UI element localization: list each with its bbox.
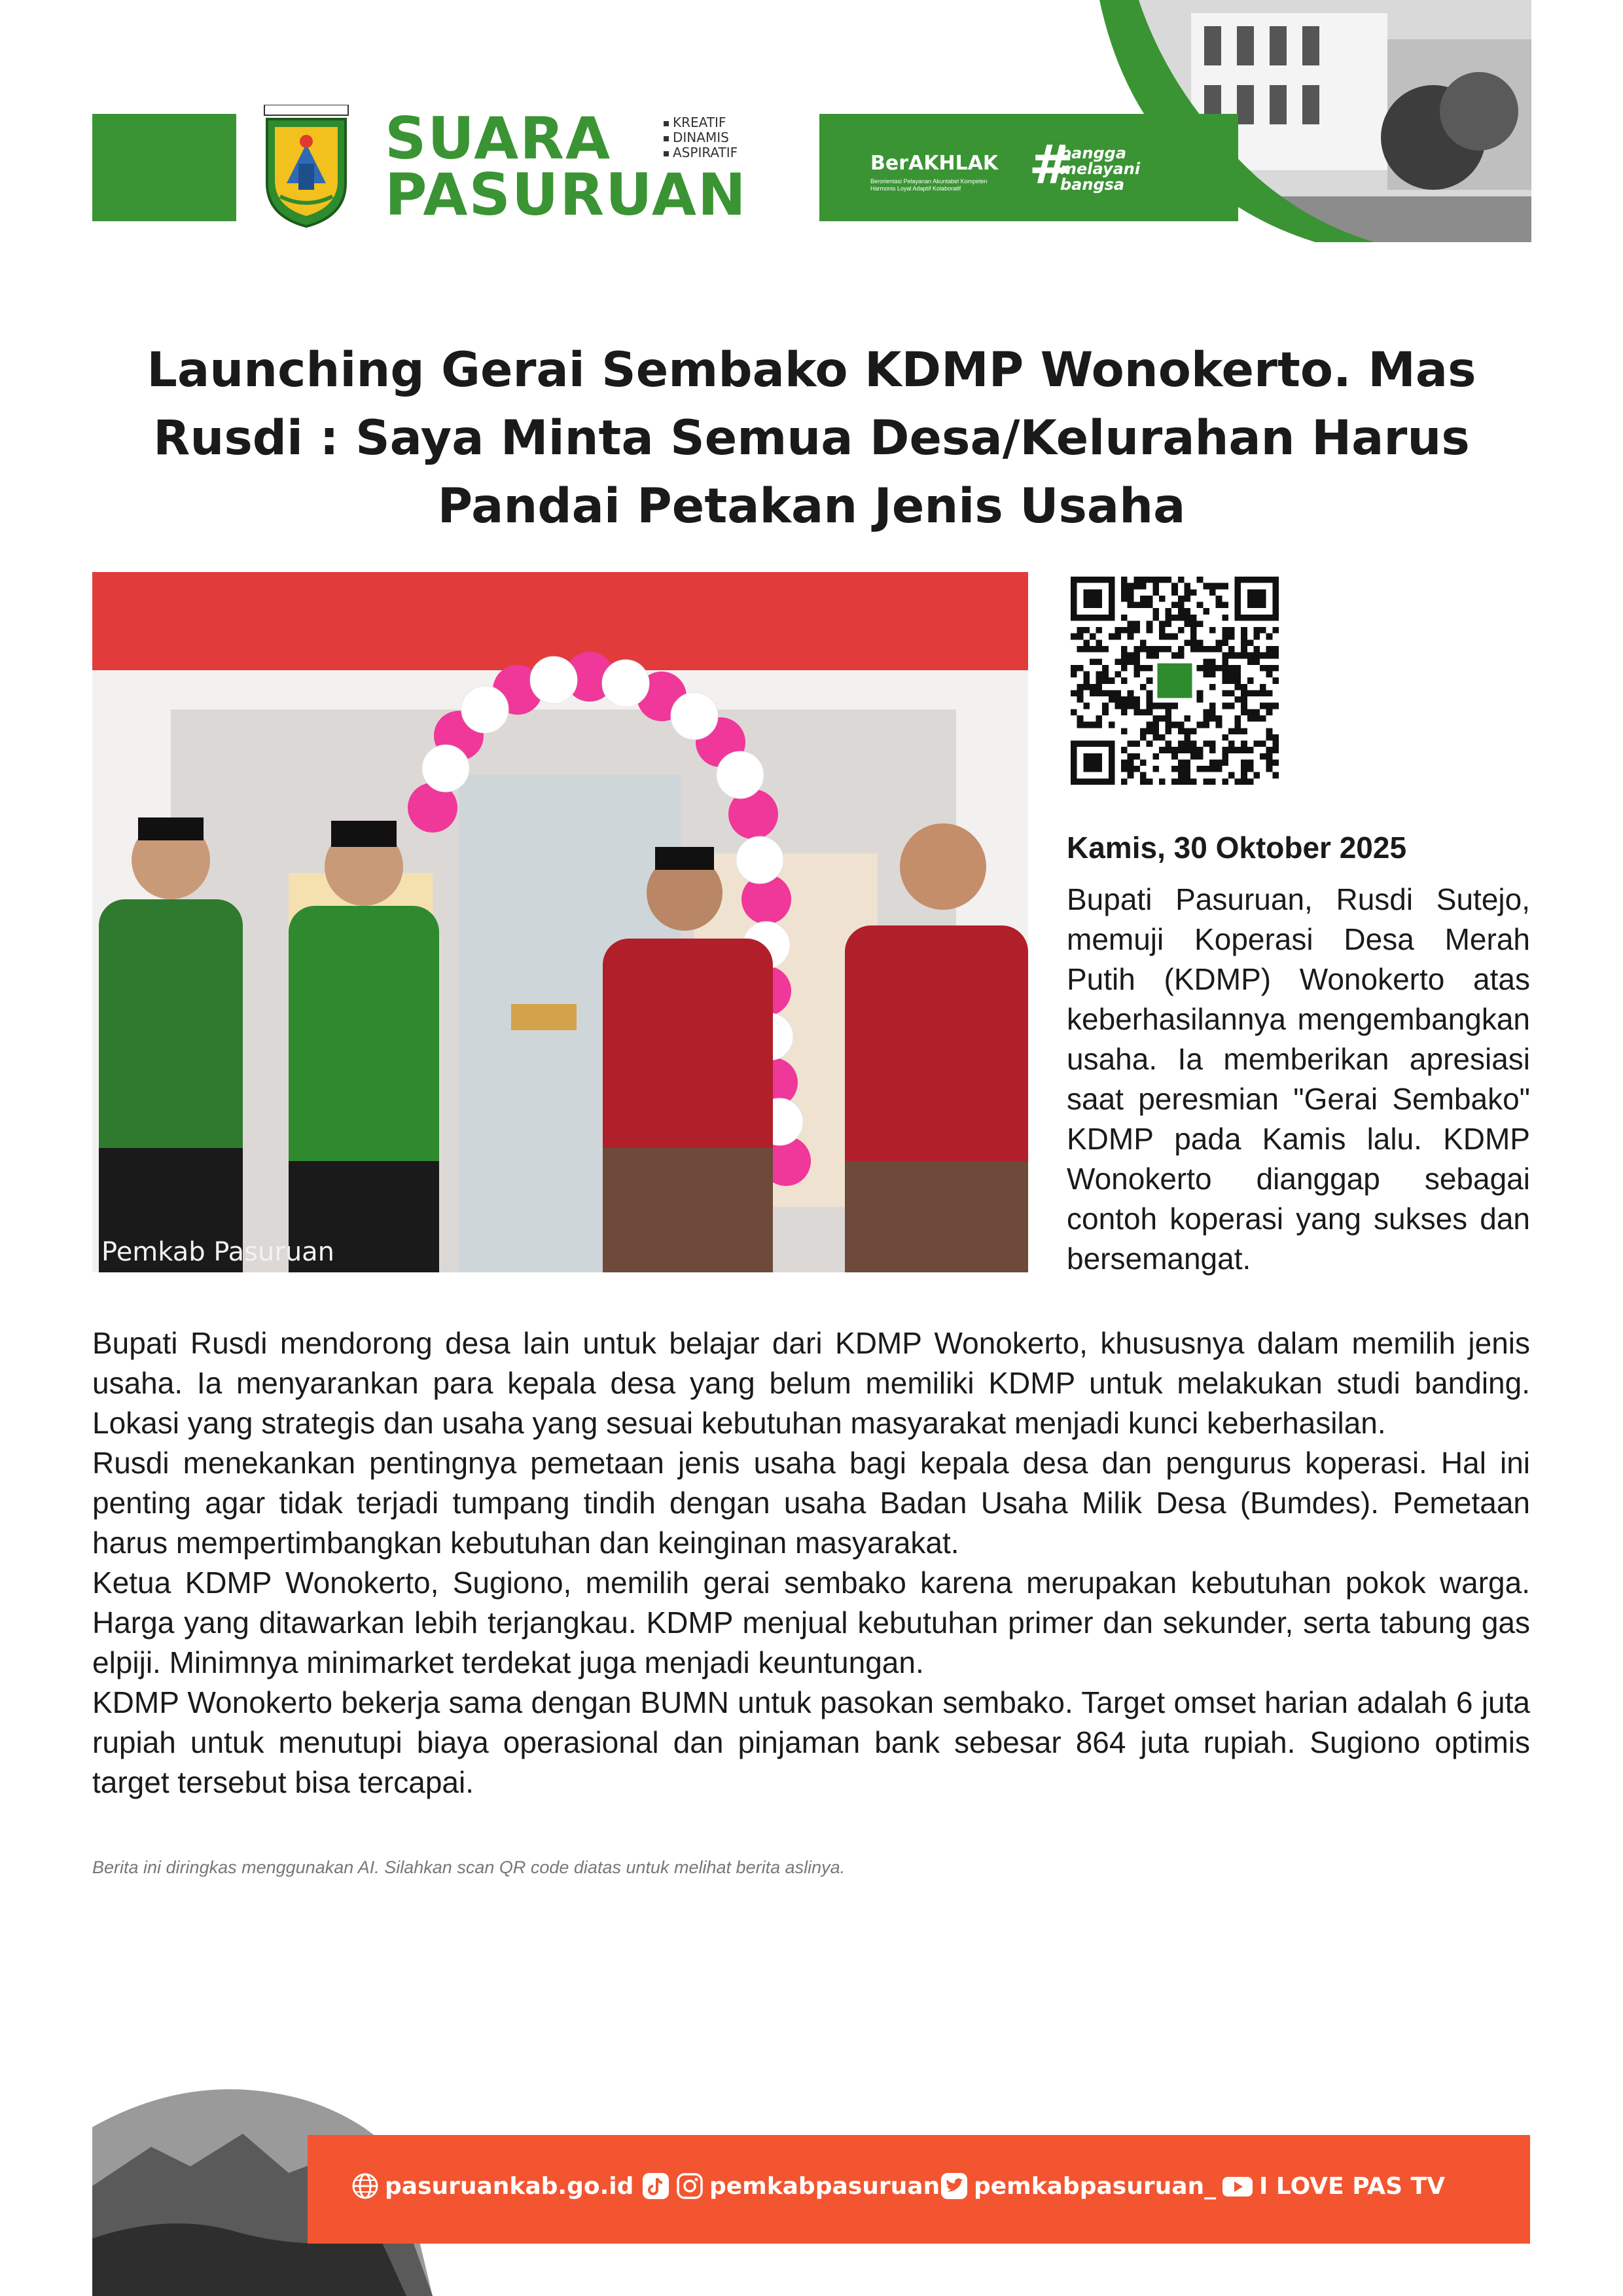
footer-social-text: pemkabpasuruan [709, 2172, 940, 2200]
photo-caption: Pemkab Pasuruan [101, 1237, 335, 1267]
footer-twitter-link[interactable] [940, 2172, 1216, 2200]
brand-line-1: SUARA [385, 105, 612, 172]
article-paragraph: Ketua KDMP Wonokerto, Sugiono, memilih gerai sembako karena merupakan kebutuhan pokok warga. Harga yang ditawarkan lebih terjangkau. KDMP menjual kebutuhan primer dan sekunder, serta tabung gas elpiji. Minimnya minimarket terdekat juga menjadi keuntungan. [92, 1566, 1530, 1679]
article-body [92, 1323, 1530, 1803]
berakhlak-subtitle: Berorientasi Pelayanan Akuntabel Kompeten Harmonis Loyal Adaptif Kolaboratif [870, 178, 988, 192]
article-paragraph: KDMP Wonokerto bekerja sama dengan BUMN untuk pasokan sembako. Target omset harian adalah 6 juta rupiah untuk menutupi biaya operasional dan pinjaman bank sebesar 864 juta rupiah. Sugiono optimis target tersebut bisa tercapai. [92, 1685, 1530, 1799]
article-photo-image [92, 572, 1028, 1272]
footer-website-link[interactable] [351, 2172, 633, 2200]
instagram-icon [675, 2172, 704, 2200]
globe-icon [351, 2172, 380, 2200]
tagline-item: DINAMIS [664, 130, 738, 145]
qr-code[interactable] [1071, 576, 1279, 785]
footer-website-text: pasuruankab.go.id [385, 2172, 634, 2200]
berakhlak-logo: BerAKHLAK [870, 152, 999, 175]
article-lead: Bupati Pasuruan, Rusdi Sutejo, memuji Koperasi Desa Merah Putih (KDMP) Wonokerto atas keberhasilannya mengembangkan usaha. Ia memberikan apresiasi saat peresmian "Gerai Sembako" KDMP pada Kamis lalu. KDMP Wonokerto dianggap sebagai contoh koperasi yang sukses dan bersemangat. [1067, 882, 1530, 1276]
twitter-icon [940, 2172, 969, 2200]
youtube-icon [1221, 2172, 1254, 2200]
article-title: Launching Gerai Sembako KDMP Wonokerto. Mas Rusdi : Saya Minta Semua Desa/Kelurahan Harus Pandai Petakan Jenis Usaha [147, 342, 1476, 534]
brand-tagline [664, 115, 738, 160]
footer-youtube-link[interactable] [1221, 2172, 1445, 2200]
header-accent-bar [92, 114, 236, 221]
article-date: Kamis, 30 Oktober 2025 [1067, 831, 1407, 865]
footer-youtube-text: I LOVE PAS TV [1259, 2172, 1446, 2200]
crest-icon [260, 105, 352, 228]
brand-line-2: PASURUAN [385, 161, 747, 228]
bangga-line: melayani [1060, 160, 1141, 178]
footer-social-link[interactable] [641, 2172, 940, 2200]
bangga-line: bangga [1060, 144, 1127, 162]
tagline-item: ASPIRATIF [664, 145, 738, 160]
tagline-item: KREATIF [664, 115, 738, 130]
article-paragraph: Rusdi menekankan pentingnya pemetaan jenis usaha bagi kepala desa dan pengurus koperasi. Hal ini penting agar tidak terjadi tumpang tindih dengan usaha Badan Usaha Milik Desa (Bumdes). Pemetaan harus mempertimbangkan kebutuhan dan keinginan masyarakat. [92, 1446, 1530, 1560]
footer-twitter-text: pemkabpasuruan_ [974, 2172, 1217, 2200]
article-paragraph: Bupati Rusdi mendorong desa lain untuk belajar dari KDMP Wonokerto, khususnya dalam memilih jenis usaha. Ia menyarankan para kepala desa yang belum memiliki KDMP untuk melakukan studi banding. Lokasi yang strategis dan usaha yang sesuai kebutuhan masyarakat menjadi kunci keberhasilan. [92, 1326, 1530, 1440]
bangga-line: bangsa [1060, 175, 1125, 194]
tiktok-icon [641, 2172, 670, 2200]
ai-disclaimer: Berita ini diringkas menggunakan AI. Silahkan scan QR code diatas untuk melihat berita aslinya. [92, 1857, 846, 1877]
article-photo [92, 572, 1028, 1272]
